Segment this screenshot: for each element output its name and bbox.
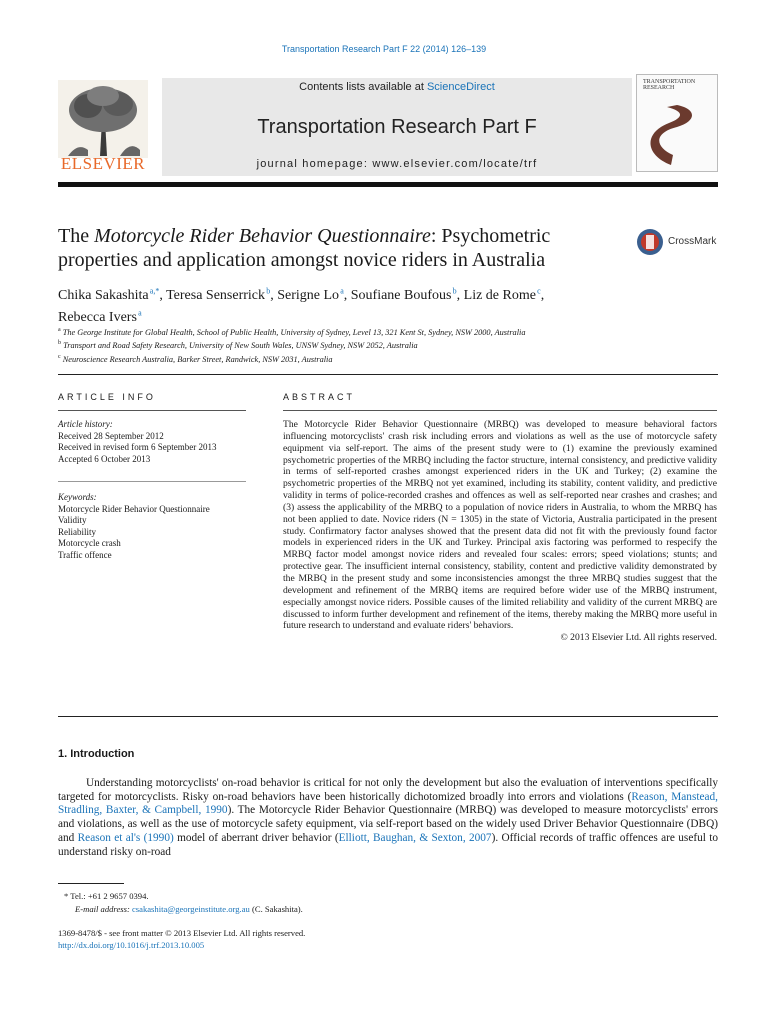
- author-sep: ,: [343, 287, 351, 303]
- author[interactable]: [464, 288, 545, 303]
- article-info-rule: [58, 410, 246, 411]
- author[interactable]: [58, 310, 142, 325]
- journal-citation[interactable]: Transportation Research Part F 22 (2014) 126–139: [281, 44, 487, 54]
- journal-title: Transportation Research Part F: [257, 116, 537, 138]
- crossmark-label: CrossMark: [668, 236, 717, 247]
- author-sup[interactable]: c: [537, 286, 541, 295]
- footnote-email: [75, 903, 303, 915]
- citation-link[interactable]: Elliott, Baughan, & Sexton, 2007: [338, 831, 492, 844]
- intro-text: ). The Motorcycle Rider Behavior Questionnaire (MRBQ) was developed to measure motorcyclists' errors and violations, as well as the use of motorcycle safety equipment, via self-report based on the widely used Driver Behavior Questionnaire (DBQ) and: [58, 804, 719, 844]
- issn-line: 1369-8478/$ - see front matter © 2013 Elsevier Ltd. All rights reserved.: [58, 928, 306, 938]
- abstract-heading: ABSTRACT: [283, 392, 356, 402]
- citation-link[interactable]: Reason, Manstead, Stradling, Baxter, & Campbell, 1990: [58, 790, 718, 817]
- author-sep: ,: [270, 287, 278, 303]
- citation-link[interactable]: Reason et al's (1990): [77, 831, 174, 844]
- email-suffix: (C. Sakashita).: [249, 904, 303, 914]
- keyword: Reliability: [58, 526, 96, 537]
- keyword: Motorcycle Rider Behavior Questionnaire: [58, 503, 210, 514]
- journal-banner: [162, 78, 632, 176]
- journal-header: [58, 72, 718, 180]
- article-title: [58, 224, 618, 272]
- author-sep: ,: [456, 287, 464, 303]
- affiliation: [58, 325, 718, 338]
- article-info-heading: ARTICLE INFO: [58, 392, 156, 402]
- keyword: Motorcycle crash: [58, 538, 121, 549]
- contents-prefix: Contents lists available at: [299, 81, 427, 93]
- author-sep: ,: [159, 287, 167, 303]
- author[interactable]: [166, 288, 277, 303]
- copyright-notice: © 2013 Elsevier Ltd. All rights reserved.: [560, 632, 717, 644]
- affiliations: [58, 325, 718, 365]
- history-label: Article history:: [58, 419, 113, 429]
- keyword: Validity: [58, 515, 87, 526]
- abstract-body: [283, 419, 717, 644]
- crossmark-badge[interactable]: [636, 228, 726, 256]
- article-history: [58, 419, 248, 465]
- section-rule: [58, 374, 718, 375]
- intro-text: Understanding motorcyclists' on-road behavior is critical for not only the development but also the evaluation of interventions specifically targeted for motorcyclists. Risky on-road behaviors have been historically dichotomized broadly into errors and violations (: [58, 777, 718, 803]
- author-name: Rebecca Ivers: [58, 310, 137, 326]
- sciencedirect-link[interactable]: ScienceDirect: [426, 81, 495, 93]
- title-italic: Motorcycle Rider Behavior Questionnaire: [94, 225, 431, 247]
- intro-text: model of aberrant driver behavior (: [173, 831, 339, 844]
- abstract-end-rule: [58, 716, 718, 717]
- email-link[interactable]: csakashita@georgeinstitute.org.au: [131, 904, 250, 914]
- header-rule: [58, 182, 718, 187]
- abstract-text: The Motorcycle Rider Behavior Questionnaire (MRBQ) was developed to measure behavioral factors influencing motorcyclists' crash risk including errors and violations as well as the use of motorcycle safety equipment via self-report. The aims of the present study were to (1) examine the previously examined psychometric properties of the MRBQ including the factor structure, internal consistency, and predictive validity in terms of self-reported crashes amongst experienced riders in the UK and Turkey; (2) examine the psychometric properties of the MRBQ not yet examined, including its stability, content validity, and predictive validity in terms of police-recorded crashes and offences as well as self-reported near crashes and crashes; and (3) assess the applicability of the MRBQ to a population of novice riders in Australia, to whom the MRBQ has not been applied to date. Novice riders (N = 1305) in the state of Victoria, Australia participated in the present study. Confirmatory factor analyses showed that the present data did not fit with the previously found factor models in experienced riders in the UK and Turkey. Principal axis factoring was performed to respecify the MRBQ factor model amongst novice riders and revealed four scales: errors; speed violations; stunts; and protective gear. The insufficient internal consistency, stability, content and predictive validity demonstrated by the MRBQ in the present study and some inconsistencies amongst the three MRBQ studies suggest that the development and refinement of the MRBQ items are required before wider use of the MRBQ instrument, especially amongst novice riders. Possible causes of the limited reliability and validity of the current MRBQ are discussed to inform further development and refinement of the items, thereby making the MRBQ more useful in future research to understand and evaluate riders' behaviors.: [283, 419, 717, 632]
- footnote-tel: * Tel.: +61 2 9657 0394.: [64, 891, 149, 901]
- introduction-paragraph: [58, 777, 718, 859]
- title-prefix: The: [58, 225, 95, 247]
- title-suffix: : Psychometric properties and application amongst novice riders in Australia: [58, 225, 551, 271]
- intro-text: ). Official records of traffic offences are useful to understand risky on-road: [58, 831, 718, 858]
- keywords-rule: [58, 481, 246, 482]
- history-item: Accepted 6 October 2013: [58, 453, 151, 464]
- journal-homepage[interactable]: journal homepage: www.elsevier.com/locate/trf: [256, 158, 538, 170]
- affiliation-sup: a: [58, 327, 61, 333]
- section-heading-introduction: 1. Introduction: [58, 748, 135, 760]
- history-item: Received in revised form 6 September 2013: [58, 442, 217, 453]
- author-sup[interactable]: a: [340, 286, 344, 295]
- author[interactable]: [58, 288, 166, 303]
- author-name: Chika Sakashita: [58, 287, 149, 303]
- abstract-rule: [283, 410, 717, 411]
- affiliation-sup: c: [58, 353, 61, 360]
- author[interactable]: [351, 288, 464, 303]
- author-name: Teresa Senserrick: [166, 287, 266, 303]
- author-sup[interactable]: b: [266, 286, 271, 295]
- keyword: Traffic offence: [58, 549, 112, 560]
- contents-line: [162, 81, 632, 93]
- journal-cover-image: [636, 74, 718, 172]
- road-cover-icon: [637, 75, 717, 171]
- doi-link[interactable]: http://dx.doi.org/10.1016/j.trf.2013.10.005: [58, 940, 205, 950]
- author-name: Serigne Lo: [277, 287, 340, 303]
- author-list: [58, 282, 678, 327]
- author[interactable]: [277, 288, 351, 303]
- affiliation: [58, 352, 718, 365]
- crossmark-icon: [636, 228, 664, 256]
- keywords: [58, 492, 248, 562]
- email-label: E-mail address:: [75, 904, 132, 914]
- affiliation-text: The George Institute for Global Health, School of Public Health, University of Sydney, Level 13, 321 Kent St, Sydney, NSW 2000, Australia: [62, 327, 526, 337]
- footnote-rule: [58, 883, 124, 884]
- author-name: Soufiane Boufous: [350, 287, 452, 303]
- affiliation: [58, 338, 718, 351]
- history-item: Received 28 September 2012: [58, 430, 164, 441]
- keywords-label: Keywords:: [58, 492, 97, 502]
- affiliation-sup: b: [58, 340, 61, 347]
- author-sup[interactable]: a: [138, 308, 142, 318]
- cover-title: TRANSPORTATION RESEARCH: [643, 79, 696, 91]
- author-name: Liz de Rome: [463, 287, 536, 303]
- publisher-name: ELSEVIER: [60, 154, 146, 173]
- author-sep: ,: [540, 287, 545, 303]
- author-sup[interactable]: b: [452, 286, 457, 295]
- affiliation-text: Transport and Road Safety Research, University of New South Wales, UNSW Sydney, NSW 2052, Australia: [63, 341, 418, 351]
- affiliation-text: Neuroscience Research Australia, Barker Street, Randwick, NSW 2031, Australia: [62, 354, 333, 364]
- author-sup[interactable]: a,*: [149, 286, 160, 295]
